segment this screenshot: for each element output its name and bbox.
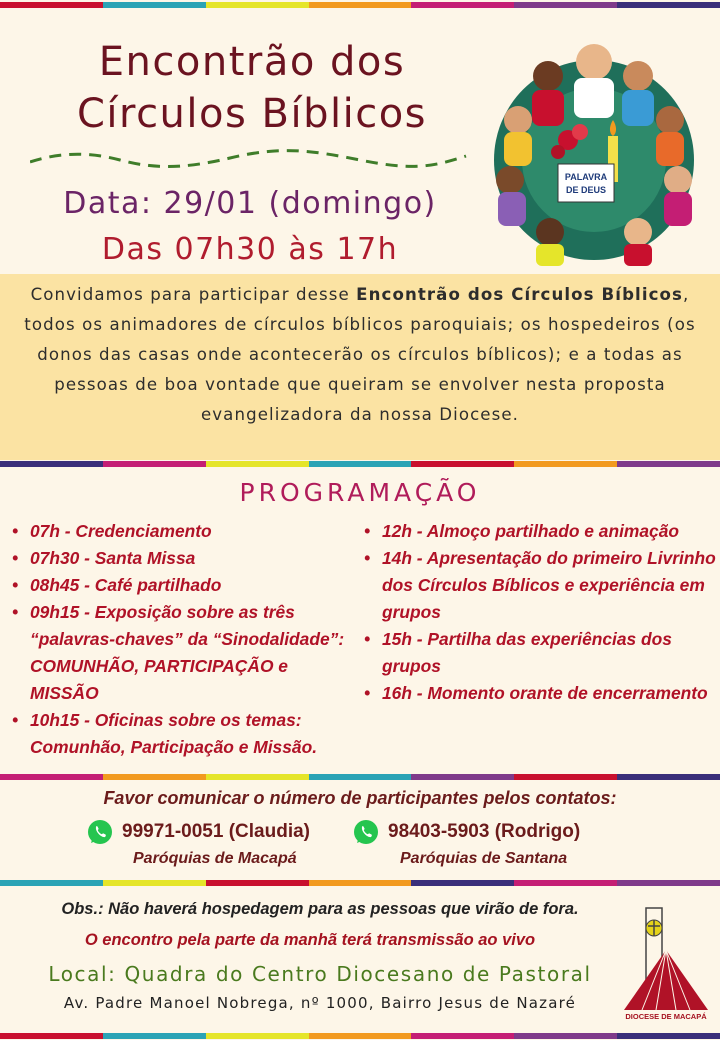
program-item: • 16h - Momento orante de encerramento [360, 680, 716, 707]
event-time: Das 07h30 às 17h [101, 232, 399, 267]
contact-parish-2: Paróquias de Santana [400, 850, 568, 867]
dashed-wave-divider [30, 148, 470, 172]
bible-circle-illustration [488, 40, 700, 268]
program-list-right [360, 518, 716, 707]
whatsapp-icon [352, 818, 380, 846]
program-list-left [8, 518, 360, 761]
invite-bold: Encontrão dos Círculos Bíblicos [356, 285, 684, 304]
program-item: • 12h - Almoço partilhado e animação [360, 518, 716, 545]
whatsapp-icon [86, 818, 114, 846]
contact-number-1: 99971-0051 (Claudia) [122, 821, 310, 842]
contact-claudia[interactable] [86, 818, 310, 846]
program-item: • 07h - Credenciamento [8, 518, 360, 545]
diocese-logo [622, 906, 710, 1018]
bible-book-icon [558, 164, 614, 202]
venue-name: Local: Quadra do Centro Diocesano de Pastoral [48, 962, 592, 986]
invite-part-1: Convidamos para participar desse [30, 285, 357, 304]
program-item: • 10h15 - Oficinas sobre os temas: Comunhão, Participação e Missão. [8, 707, 360, 761]
invitation-text [0, 274, 720, 460]
live-stream-note: O encontro pela parte da manhã terá transmissão ao vivo [84, 931, 536, 949]
invite-part-2: , todos os animadores de círculos bíblicos paroquiais; os hospedeiros (os donos das casas onde acontecerão os círculos bíblicos); e a todas as pessoas de boa vontade que queiram se envolver nesta proposta evangelizadora da nossa Diocese. [24, 285, 696, 424]
stripe-divider-1 [0, 461, 720, 467]
event-title [22, 36, 482, 140]
bottom-stripe [0, 1033, 720, 1039]
contacts-heading: Favor comunicar o número de participantes pelos contatos: [103, 788, 617, 808]
program-item: • 07h30 - Santa Missa [8, 545, 360, 572]
venue-address: Av. Padre Manoel Nobrega, nº 1000, Bairro Jesus de Nazaré [63, 994, 577, 1012]
stripe-divider-2 [0, 774, 720, 780]
book-line-1: PALAVRA [564, 172, 608, 182]
program-item: • 14h - Apresentação do primeiro Livrinho dos Círculos Bíblicos e experiência em grupos [360, 545, 716, 626]
program-title: PROGRAMAÇÃO [239, 478, 481, 507]
book-line-2: DE DEUS [565, 185, 607, 195]
diocese-logo-text: DIOCESE DE MACAPÁ [625, 1012, 707, 1021]
stripe-divider-3 [0, 880, 720, 886]
contact-rodrigo[interactable] [352, 818, 580, 846]
top-stripe [0, 2, 720, 8]
contact-number-2: 98403-5903 (Rodrigo) [388, 821, 581, 842]
program-item: • 08h45 - Café partilhado [8, 572, 360, 599]
title-line-1: Encontrão dos [98, 39, 406, 85]
event-date: Data: 29/01 (domingo) [63, 186, 437, 221]
contact-parish-1: Paróquias de Macapá [133, 850, 297, 867]
program-item: • 09h15 - Exposição sobre as três “palavras-chaves” da “Sinodalidade”: COMUNHÃO, PARTICIPAÇÃO e MISSÃO [8, 599, 360, 707]
program-item: • 15h - Partilha das experiências dos grupos [360, 626, 716, 680]
observation-note: Obs.: Não haverá hospedagem para as pessoas que virão de fora. [61, 900, 579, 918]
title-line-2: Círculos Bíblicos [76, 91, 428, 137]
